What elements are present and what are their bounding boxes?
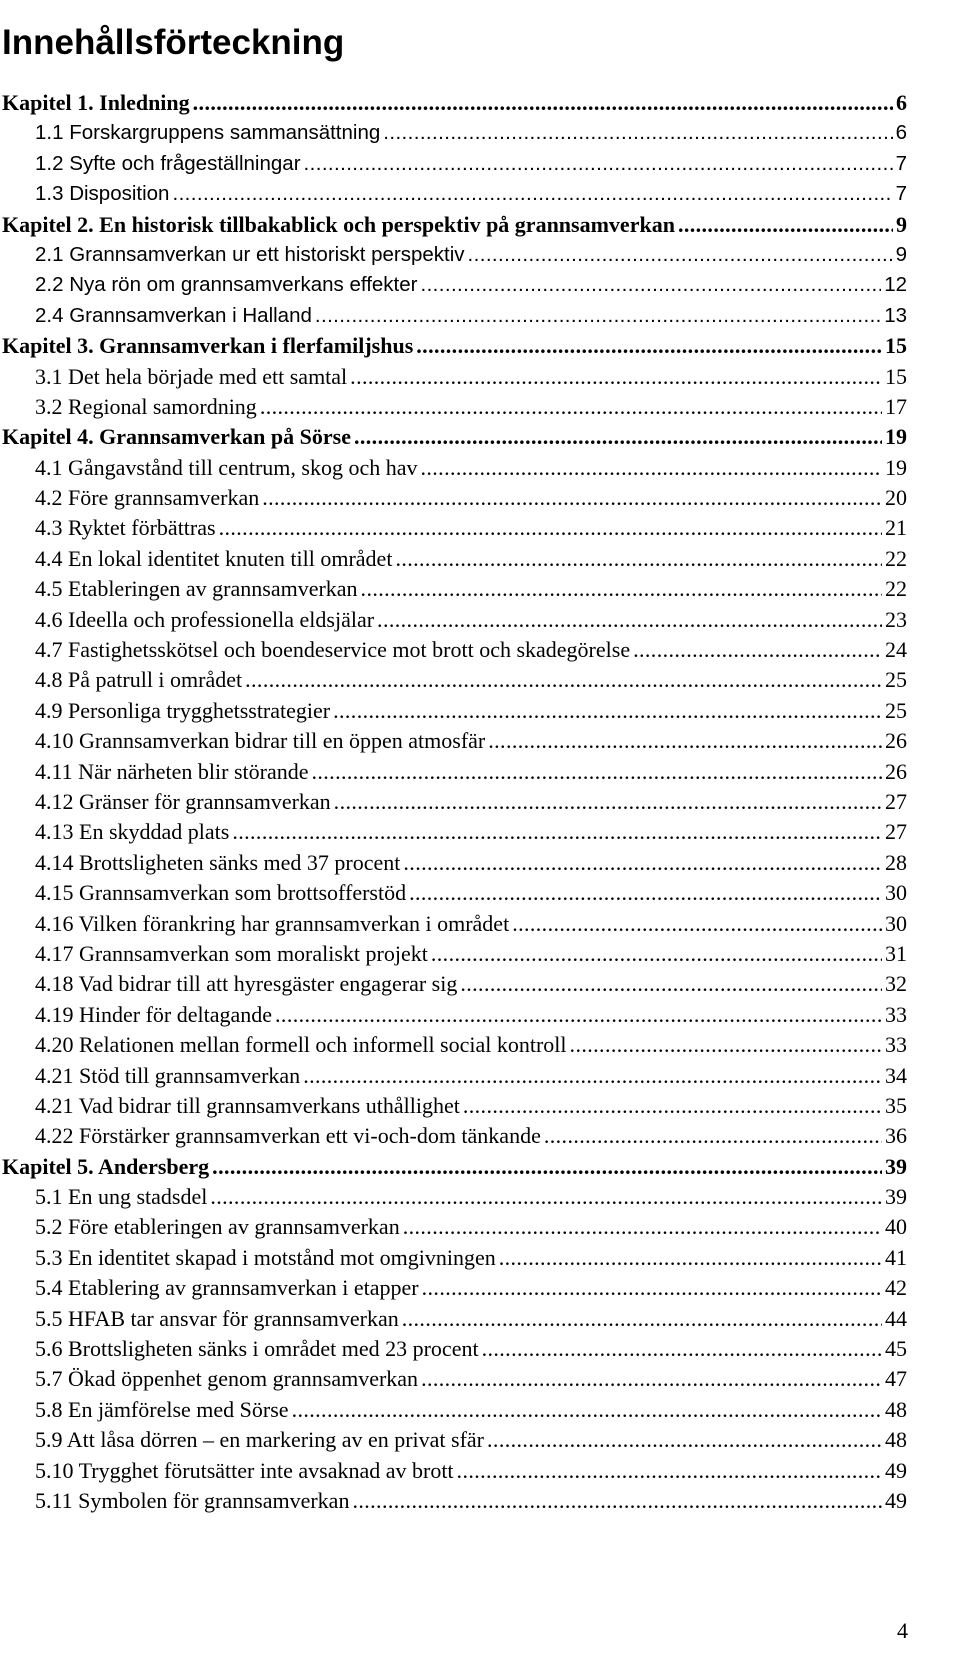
- toc-chapter-entry[interactable]: [0, 88, 907, 118]
- toc-entry-page: 27: [885, 788, 907, 814]
- toc-entry-page: 24: [885, 637, 907, 663]
- dot-leader: [212, 1152, 882, 1182]
- toc-entry-page: 33: [885, 1001, 907, 1027]
- toc-section-entry[interactable]: [0, 1091, 907, 1121]
- toc-entry-title: 4.21 Stöd till grannsamverkan: [35, 1062, 301, 1088]
- toc-entry-page: 36: [885, 1123, 907, 1149]
- toc-entry-title: 5.7 Ökad öppenhet genom grannsamverkan: [35, 1366, 419, 1392]
- toc-section-entry[interactable]: [0, 1304, 907, 1334]
- toc-entry-title: 4.19 Hinder för deltagande: [35, 1001, 273, 1027]
- toc-entry-title: 5.5 HFAB tar ansvar för grannsamverkan: [35, 1305, 399, 1331]
- toc-entry-title: 5.1 En ung stadsdel: [35, 1184, 208, 1210]
- dot-leader: [377, 605, 882, 635]
- dot-leader: [544, 1121, 882, 1151]
- toc-entry-title: 4.4 En lokal identitet knuten till området: [35, 545, 393, 571]
- toc-entry-title: 1.1 Forskargruppens sammansättning: [35, 121, 381, 145]
- dot-leader: [292, 1395, 882, 1425]
- toc-entry-title: 2.4 Grannsamverkan i Halland: [35, 303, 312, 327]
- toc-entry-title: 4.2 Före grannsamverkan: [35, 485, 260, 511]
- toc-entry-page: 9: [895, 242, 907, 266]
- toc-section-entry[interactable]: [0, 1364, 907, 1394]
- toc-entry-title: 4.11 När närheten blir störande: [35, 758, 309, 784]
- toc-entry-title: Kapitel 1. Inledning: [2, 90, 190, 115]
- toc-entry-title: Kapitel 5. Andersberg: [2, 1153, 210, 1179]
- toc-entry-title: 5.10 Trygghet förutsätter inte avsaknad av brott: [35, 1457, 454, 1483]
- toc-entry-page: 47: [885, 1366, 907, 1392]
- toc-entry-title: 4.18 Vad bidrar till att hyresgäster engagerar sig: [35, 971, 458, 997]
- dot-leader: [457, 1456, 882, 1486]
- toc-section-entry[interactable]: [0, 392, 907, 422]
- toc-section-entry[interactable]: [0, 969, 907, 999]
- toc-entry-page: 48: [885, 1427, 907, 1453]
- toc-entry-page: 26: [885, 758, 907, 784]
- toc-entry-title: 4.9 Personliga trygghetsstrategier: [35, 697, 331, 723]
- toc-entry-title: Kapitel 3. Grannsamverkan i flerfamiljshus: [2, 333, 414, 359]
- toc-entry-page: 19: [885, 454, 907, 480]
- toc-section-entry[interactable]: [0, 301, 907, 331]
- dot-leader: [633, 635, 882, 665]
- toc-section-entry[interactable]: [0, 1486, 907, 1516]
- toc-section-entry[interactable]: [0, 149, 907, 179]
- toc-section-entry[interactable]: [0, 240, 907, 270]
- dot-leader: [420, 453, 882, 483]
- toc-entry-page: 26: [885, 728, 907, 754]
- toc-section-entry[interactable]: [0, 1000, 907, 1030]
- toc-entry-title: 4.15 Grannsamverkan som brottsofferstöd: [35, 880, 407, 906]
- toc-section-entry[interactable]: [0, 513, 907, 543]
- toc-entry-page: 42: [885, 1275, 907, 1301]
- toc-entry-page: 12: [884, 273, 907, 297]
- toc-chapter-entry[interactable]: [0, 331, 907, 361]
- page-number: 4: [897, 1618, 908, 1643]
- toc-entry-page: 17: [885, 393, 907, 419]
- toc-section-entry[interactable]: [0, 1121, 907, 1151]
- toc-section-entry[interactable]: [0, 848, 907, 878]
- dot-leader: [334, 787, 882, 817]
- dot-leader: [172, 179, 892, 209]
- toc-entry-title: 5.11 Symbolen för grannsamverkan: [35, 1487, 350, 1513]
- dot-leader: [232, 817, 882, 847]
- toc-entry-title: 5.8 En jämförelse med Sörse: [35, 1396, 289, 1422]
- toc-entry-page: 39: [885, 1184, 907, 1210]
- toc-section-entry[interactable]: [0, 1456, 907, 1486]
- dot-leader: [482, 1334, 882, 1364]
- toc-entry-page: 44: [885, 1305, 907, 1331]
- toc-entry-page: 27: [885, 819, 907, 845]
- toc-section-entry[interactable]: [0, 939, 907, 969]
- toc-entry-page: 22: [885, 576, 907, 602]
- toc-entry-title: 5.4 Etablering av grannsamverkan i etapper: [35, 1275, 419, 1301]
- dot-leader: [245, 665, 882, 695]
- toc-entry-title: 4.21 Vad bidrar till grannsamverkans uthållighet: [35, 1092, 460, 1118]
- toc-section-entry[interactable]: [0, 909, 907, 939]
- toc-entry-page: 49: [885, 1487, 907, 1513]
- dot-leader: [275, 1000, 882, 1030]
- toc-entry-page: 9: [896, 211, 907, 237]
- toc-entry-page: 30: [885, 910, 907, 936]
- toc-entry-title: 3.2 Regional samordning: [35, 393, 257, 419]
- toc-entry-title: 5.9 Att låsa dörren – en markering av en privat sfär: [35, 1427, 485, 1453]
- toc-entry-page: 32: [885, 971, 907, 997]
- dot-leader: [499, 1243, 882, 1273]
- toc-entry-page: 49: [885, 1457, 907, 1483]
- toc-chapter-entry[interactable]: [0, 210, 907, 240]
- toc-section-entry[interactable]: [0, 1182, 907, 1212]
- toc-entry-title: 1.2 Syfte och frågeställningar: [35, 151, 301, 175]
- dot-leader: [678, 210, 893, 240]
- dot-leader: [416, 331, 882, 361]
- dot-leader: [487, 1425, 882, 1455]
- dot-leader: [395, 544, 882, 574]
- toc-entry-page: 7: [895, 182, 907, 206]
- toc-section-entry[interactable]: [0, 1425, 907, 1455]
- toc-section-entry[interactable]: [0, 878, 907, 908]
- dot-leader: [468, 240, 893, 270]
- toc-entry-title: 4.5 Etableringen av grannsamverkan: [35, 576, 358, 602]
- dot-leader: [350, 362, 882, 392]
- toc-section-entry[interactable]: [0, 1243, 907, 1273]
- toc-entry-page: 31: [885, 940, 907, 966]
- toc-entry-title: 4.13 En skyddad plats: [35, 819, 230, 845]
- toc-entry-page: 21: [885, 515, 907, 541]
- dot-leader: [570, 1030, 882, 1060]
- toc-entry-page: 34: [885, 1062, 907, 1088]
- toc-entry-page: 7: [895, 151, 907, 175]
- toc-entry-page: 35: [885, 1092, 907, 1118]
- dot-leader: [431, 939, 882, 969]
- toc-section-entry[interactable]: [0, 1395, 907, 1425]
- toc-section-entry[interactable]: [0, 453, 907, 483]
- toc-section-entry[interactable]: [0, 118, 907, 148]
- toc-entry-page: 48: [885, 1396, 907, 1422]
- toc-section-entry[interactable]: [0, 787, 907, 817]
- dot-leader: [333, 696, 882, 726]
- page-title: Innehållsförteckning: [2, 23, 345, 63]
- toc-section-entry[interactable]: [0, 574, 907, 604]
- dot-leader: [409, 878, 882, 908]
- toc-section-entry[interactable]: [0, 726, 907, 756]
- dot-leader: [311, 757, 882, 787]
- dot-leader: [402, 1304, 882, 1334]
- toc-entry-page: 19: [885, 424, 907, 450]
- toc-entry-title: 4.7 Fastighetsskötsel och boendeservice mot brott och skadegörelse: [35, 637, 631, 663]
- dot-leader: [403, 1212, 882, 1242]
- toc-entry-page: 25: [885, 697, 907, 723]
- toc-entry-title: 4.1 Gångavstånd till centrum, skog och hav: [35, 454, 418, 480]
- toc-entry-page: 15: [885, 333, 907, 359]
- toc-entry-page: 15: [885, 363, 907, 389]
- toc-entry-title: 5.2 Före etableringen av grannsamverkan: [35, 1214, 400, 1240]
- toc-entry-title: 4.14 Brottsligheten sänks med 37 procent: [35, 849, 401, 875]
- dot-leader: [210, 1182, 882, 1212]
- table-of-contents: [0, 88, 907, 1516]
- toc-entry-page: 6: [896, 90, 907, 115]
- toc-entry-title: Kapitel 4. Grannsamverkan på Sörse: [2, 424, 351, 450]
- toc-entry-page: 6: [895, 121, 907, 145]
- toc-section-entry[interactable]: [0, 362, 907, 392]
- toc-section-entry[interactable]: [0, 1273, 907, 1303]
- toc-section-entry[interactable]: [0, 1212, 907, 1242]
- toc-section-entry[interactable]: [0, 817, 907, 847]
- dot-leader: [383, 118, 892, 148]
- dot-leader: [361, 574, 882, 604]
- dot-leader: [193, 88, 893, 118]
- toc-section-entry[interactable]: [0, 1334, 907, 1364]
- dot-leader: [403, 848, 882, 878]
- toc-entry-title: 4.10 Grannsamverkan bidrar till en öppen atmosfär: [35, 728, 486, 754]
- toc-entry-title: 3.1 Det hela började med ett samtal: [35, 363, 348, 389]
- toc-section-entry[interactable]: [0, 605, 907, 635]
- toc-entry-page: 23: [885, 606, 907, 632]
- toc-section-entry[interactable]: [0, 483, 907, 513]
- toc-section-entry[interactable]: [0, 665, 907, 695]
- toc-entry-title: 2.2 Nya rön om grannsamverkans effekter: [35, 273, 418, 297]
- toc-entry-page: 45: [885, 1336, 907, 1362]
- toc-entry-title: 5.3 En identitet skapad i motstånd mot omgivningen: [35, 1244, 496, 1270]
- dot-leader: [460, 969, 882, 999]
- toc-entry-page: 30: [885, 880, 907, 906]
- toc-entry-page: 39: [885, 1153, 907, 1179]
- toc-entry-title: 4.3 Ryktet förbättras: [35, 515, 216, 541]
- toc-entry-page: 25: [885, 667, 907, 693]
- toc-entry-page: 41: [885, 1244, 907, 1270]
- dot-leader: [420, 270, 881, 300]
- toc-section-entry[interactable]: [0, 696, 907, 726]
- toc-entry-title: 4.16 Vilken förankring har grannsamverkan i området: [35, 910, 510, 936]
- dot-leader: [219, 513, 882, 543]
- toc-section-entry[interactable]: [0, 1061, 907, 1091]
- toc-entry-page: 13: [884, 303, 907, 327]
- toc-entry-page: 22: [885, 545, 907, 571]
- toc-section-entry[interactable]: [0, 544, 907, 574]
- dot-leader: [262, 483, 882, 513]
- toc-section-entry[interactable]: [0, 179, 907, 209]
- toc-entry-title: 4.22 Förstärker grannsamverkan ett vi-och-dom tänkande: [35, 1123, 541, 1149]
- toc-entry-page: 28: [885, 849, 907, 875]
- toc-section-entry[interactable]: [0, 635, 907, 665]
- dot-leader: [422, 1273, 882, 1303]
- toc-entry-title: 2.1 Grannsamverkan ur ett historiskt perspektiv: [35, 242, 465, 266]
- dot-leader: [488, 726, 882, 756]
- dot-leader: [352, 1486, 882, 1516]
- dot-leader: [463, 1091, 882, 1121]
- dot-leader: [512, 909, 882, 939]
- dot-leader: [260, 392, 882, 422]
- toc-chapter-entry[interactable]: [0, 1152, 907, 1182]
- toc-entry-page: 33: [885, 1032, 907, 1058]
- toc-entry-page: 40: [885, 1214, 907, 1240]
- dot-leader: [354, 422, 882, 452]
- toc-entry-title: 5.6 Brottsligheten sänks i området med 23 procent: [35, 1336, 479, 1362]
- toc-entry-title: 4.20 Relationen mellan formell och informell social kontroll: [35, 1032, 567, 1058]
- toc-chapter-entry[interactable]: [0, 422, 907, 452]
- toc-entry-title: 4.12 Gränser för grannsamverkan: [35, 788, 331, 814]
- dot-leader: [304, 149, 893, 179]
- toc-entry-title: 1.3 Disposition: [35, 182, 170, 206]
- dot-leader: [421, 1364, 882, 1394]
- toc-entry-title: 4.6 Ideella och professionella eldsjälar: [35, 606, 375, 632]
- toc-section-entry[interactable]: [0, 1030, 907, 1060]
- toc-entry-title: Kapitel 2. En historisk tillbakablick och perspektiv på grannsamverkan: [2, 211, 675, 237]
- dot-leader: [315, 301, 881, 331]
- toc-entry-title: 4.17 Grannsamverkan som moraliskt projekt: [35, 940, 428, 966]
- toc-entry-page: 20: [885, 485, 907, 511]
- dot-leader: [303, 1061, 882, 1091]
- toc-entry-title: 4.8 På patrull i området: [35, 667, 243, 693]
- toc-section-entry[interactable]: [0, 757, 907, 787]
- toc-section-entry[interactable]: [0, 270, 907, 300]
